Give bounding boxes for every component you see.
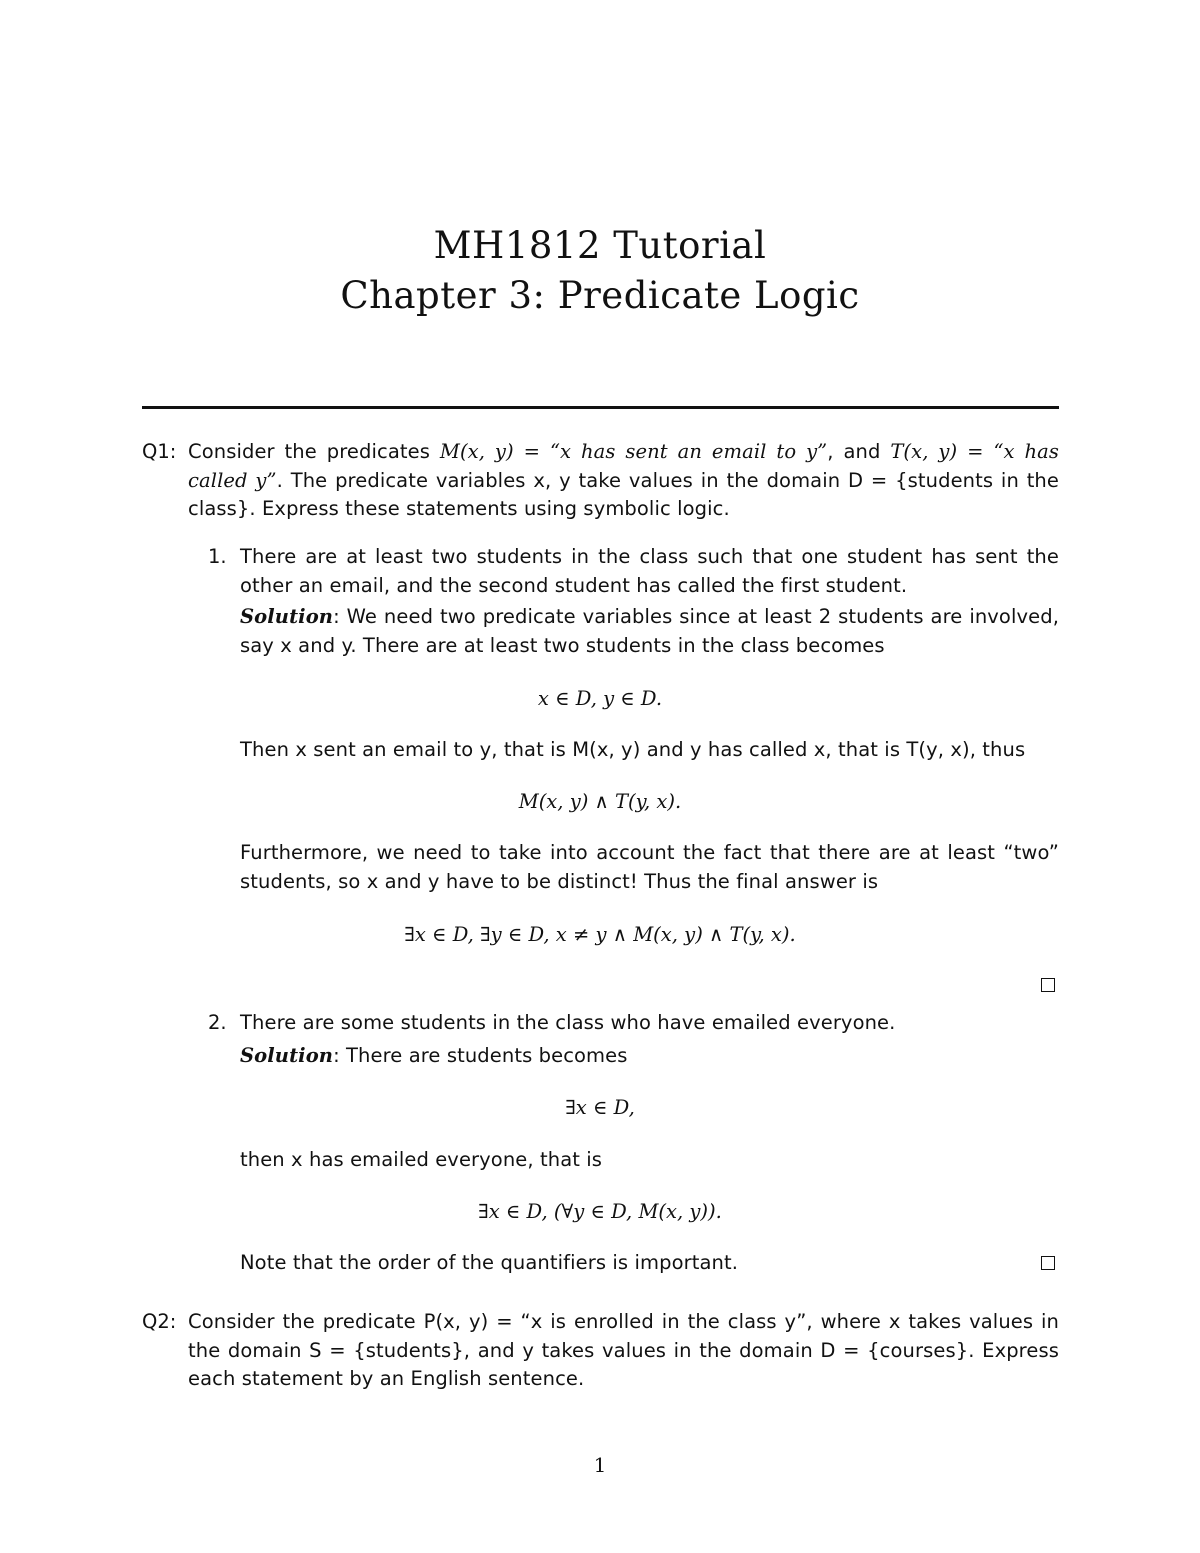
item-1-statement: There are at least two students in the class such that one student has sent the other an email, and the second student has called the first student. [240,545,1059,597]
page-number: 1 [593,1453,607,1477]
item-1-final-answer: ∃x ∈ D, ∃y ∈ D, x ≠ y ∧ M(x, y) ∧ T(y, x). [404,923,796,946]
q2-text: Consider the predicate P(x, y) = “x is enrolled in the class y”, where x takes values in the domain S = {students}, and y takes values in the domain D = {courses}. Express each statement by an English sentence. [188,1310,1059,1390]
item-1-solution-label: Solution [240,605,334,628]
item-2-text-2: then x has emailed everyone, that is [240,1148,603,1171]
q1-label: Q1: [142,440,177,463]
item-2-note: Note that the order of the quantifiers is important. [240,1251,739,1274]
item-2-solution [240,1042,1059,1071]
item-2-equation-2: ∃x ∈ D, (∀y ∈ D, M(x, y)). [478,1200,722,1223]
item-2-equation-1: ∃x ∈ D, [565,1096,635,1119]
item-1-equation-2: M(x, y) ∧ T(y, x). [518,790,682,813]
item-1-equation-1: x ∈ D, y ∈ D. [537,687,663,710]
item-1-text-3: Furthermore, we need to take into account the fact that there are at least “two” students, so x and y have to be distinct! Thus the final answer is [240,841,1059,893]
item-2-number: 2. [208,1011,227,1034]
item-1-solution-text: : We need two predicate variables since at least 2 students are involved, say x and y. There are at least two students in the class becomes [240,605,1059,657]
item-2-statement: There are some students in the class who have emailed everyone. [240,1011,896,1034]
q1-intro-a: Consider the predicates [188,440,440,463]
qed-box-icon [1041,978,1055,992]
item-2-solution-text: : There are students becomes [333,1044,628,1067]
q1-intro [188,438,1059,524]
document-title: MH1812 Tutorial [433,224,767,267]
q2-label: Q2: [142,1310,177,1333]
q1-m-definition: M(x, y) = “x has sent an email to y” [439,440,828,463]
q1-intro-c: . The predicate variables x, y take values in the domain D = {students in the class}. Express these statements using symbolic logic. [188,468,1059,520]
q1-intro-b: , and [827,440,891,463]
item-1-text-2: Then x sent an email to y, that is M(x, y) and y has called x, that is T(y, x), thus [240,738,1026,761]
item-1-solution [240,603,1059,660]
qed-box-icon [1041,1256,1055,1270]
q1-t-definition: T(x, y) = “x has called y” [188,440,1059,492]
horizontal-rule [142,406,1059,409]
item-2-solution-label: Solution [240,1044,334,1067]
item-1-number: 1. [208,545,227,568]
document-subtitle: Chapter 3: Predicate Logic [340,274,860,317]
